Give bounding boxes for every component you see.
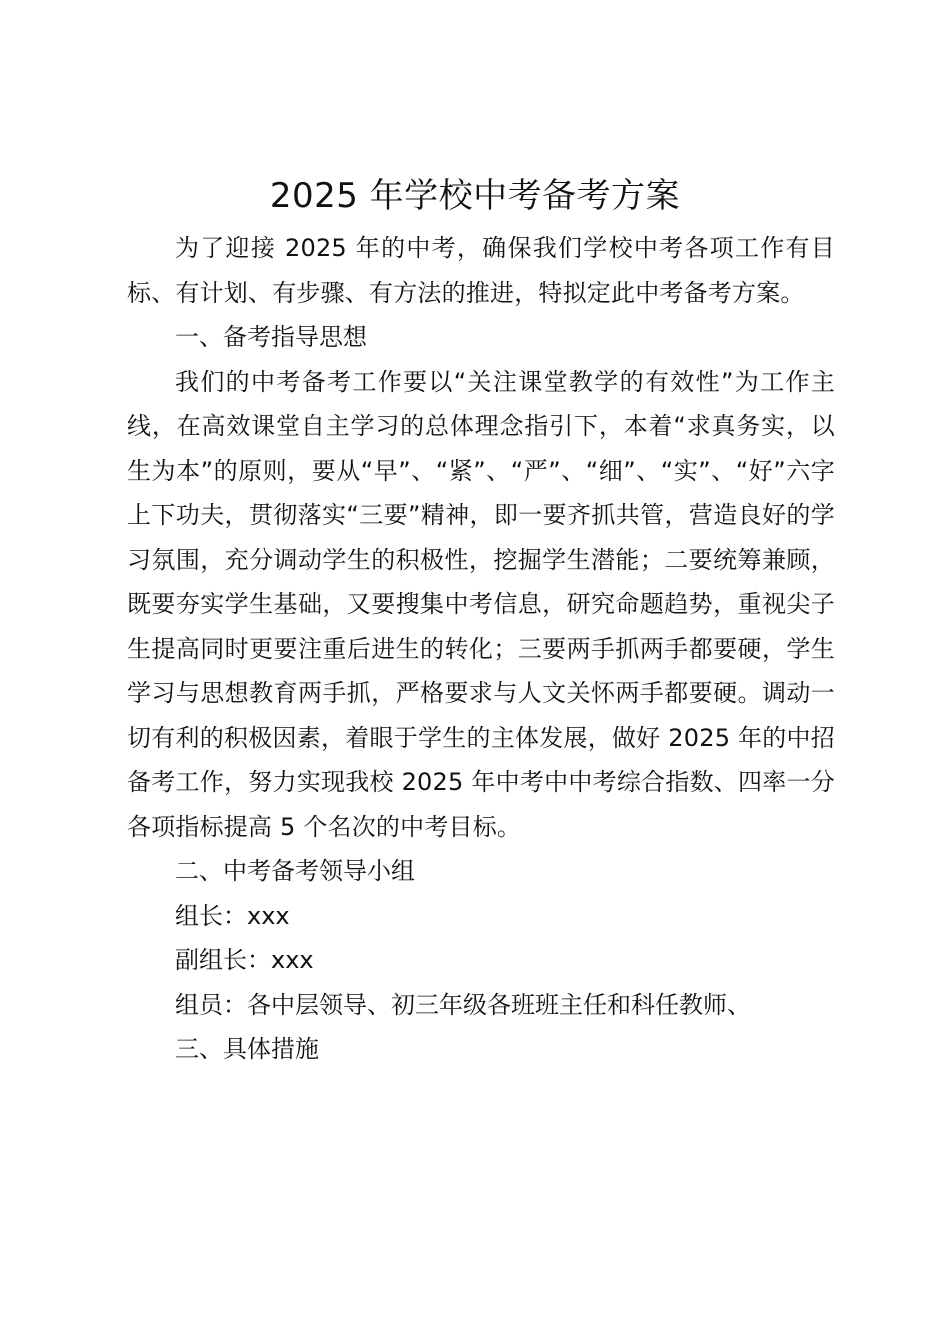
group-leader-line: 组长：xxx: [175, 901, 290, 930]
intro-paragraph: 为了迎接 2025 年的中考，确保我们学校中考各项工作有目标、有计划、有步骤、有方法的推进，特拟定此中考备考方案。: [127, 234, 835, 307]
deputy-leader-line: 副组长：xxx: [175, 946, 314, 974]
section-heading-leadership-group: 二、中考备考领导小组: [175, 857, 415, 885]
guiding-ideology-paragraph: 我们的中考备考工作要以“关注课堂教学的有效性”为工作主线，在高效课堂自主学习的总体理念指引下，本着“求真务实，以生为本”的原则，要从“早”、“紧”、“严”、“细”、“实”、“好”六字上下功夫，贯彻落实“三要”精神，即一要齐抓共管，营造良好的学习氛围，充分调动学生的积极性，挖掘学生潜能；二要统筹兼顾，既要夯实学生基础，又要搜集中考信息，研究命题趋势，重视尖子生提高同时更要注重后进生的转化；三要两手抓两手都要硬，学生学习与思想教育两手抓，严格要求与人文关怀两手都要硬。调动一切有利的积极因素，着眼于学生的主体发展，做好 2025 年的中招备考工作，努力实现我校 2025 年中考中中考综合指数、四率一分各项指标提高 5 个名次的中考目标。: [127, 367, 835, 841]
section-heading-specific-measures: 三、具体措施: [175, 1035, 319, 1063]
group-members-line: 组员：各中层领导、初三年级各班班主任和科任教师、: [175, 990, 751, 1019]
section-heading-guiding-ideology: 一、备考指导思想: [175, 323, 367, 351]
document-body: [127, 226, 835, 1072]
document-title: 2025 年学校中考备考方案: [269, 176, 681, 216]
